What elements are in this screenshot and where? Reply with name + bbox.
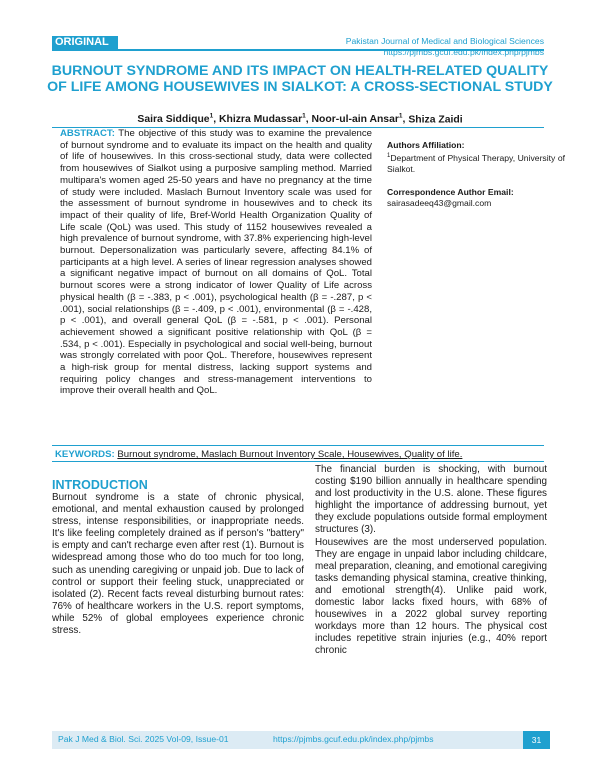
footer-url[interactable]: https://pjmbs.gcuf.edu.pk/index.php/pjmbs xyxy=(273,734,434,744)
correspondence-email[interactable]: sairasadeeq43@gmail.com xyxy=(387,197,492,208)
author: Saira Siddique$^1$, xyxy=(137,113,219,126)
keywords-text: Burnout syndrome, Maslach Burnout Inventory Scale, Housewives, Quality of life. xyxy=(117,449,463,460)
author-affiliation xyxy=(387,140,565,209)
journal-url[interactable]: https://pjmbs.gcuf.edu.pk/index.php/pjmbs xyxy=(383,47,544,57)
keywords-rule xyxy=(52,445,544,446)
article-title: BURNOUT SYNDROME AND ITS IMPACT ON HEALTH-RELATED QUALITY OF LIFE AMONG HOUSEWIVES IN SIALKOT: A CROSS-SECTIONAL STUDY xyxy=(47,63,553,95)
article-type-badge: ORIGINAL xyxy=(52,36,118,49)
abstract-text: The objective of this study was to examine the prevalence of burnout syndrome and to evaluate its impact on the health and quality of life of housewives. In this cross-sectional study, data were collected from housewives of Sialkot using a purposive sampling method. Married multipara's women aged 25-50 years and have no pregnancy at the time of study were included. Maslach Burnout Inventory scale was used for the assessment of burnout syndrome in housewives and to check its impact of their quality of life, Bref-World Health Organization Quality of Life scale (QoL) was used. This study of 1152 housewives revealed a high prevalence of burnout syndrome, with 37.8% experiencing high-level burnout. Depersonalization was particularly severe, affecting 84.1% of participants at a high level. A series of linear regression analyses showed a significant negative impact of burnout on all domains of QoL. Total burnout scores were a strong indicator of lower Quality of Life across physical health (β = -.383, p < .001), psychological health (β = -.287, p < .001), social relationships (β = -.409, p < .001), environmental (β = -.428, p < .001), and overall general QoL (β = -.581, p < .001). Personal achievement showed a significant positive relationship with QoL (β = .534, p < .001). Especially in psychological and social well-being, burnout was strongly correlated with poor QoL. Therefore, housewives represent a high-risk group for mental distress, lacking support systems and requiring policy changes and stress-management interventions to improve their overall health and QoL. xyxy=(60,128,372,397)
paragraph: Housewives are the most underserved population. They are engage in unpaid labor including childcare, meal preparation, cleaning, and emotional caregiving tasks demanding physical stamina, creative thinking, and emotional strength(4). Unlike paid work, domestic labor lacks fixed hours, with 68% of housewives in a 2022 global survey reporting workdays more than 12 hours. The physical cost includes repetitive strain injuries (e.g., 40% report chronic xyxy=(315,536,547,657)
affiliation-heading: Authors Affiliation: xyxy=(387,140,465,150)
body-column-right xyxy=(315,464,547,658)
body-column-left xyxy=(52,492,304,637)
author: Shiza Zaidi xyxy=(408,114,463,126)
abstract-label: ABSTRACT: xyxy=(60,128,115,139)
journal-header xyxy=(346,36,544,58)
abstract xyxy=(60,128,372,397)
section-heading-introduction: INTRODUCTION xyxy=(52,478,148,492)
author-list xyxy=(60,113,540,125)
footer-citation: Pak J Med & Biol. Sci. 2025 Vol-09, Issue-01 xyxy=(58,734,229,744)
page-number: 31 xyxy=(523,731,550,749)
paragraph: The financial burden is shocking, with burnout costing $190 billion annually in healthcare spending and lost productivity in the U.S. alone. These figures highlight the importance of addressing burnout, yet they exclude populations outside formal employment structures (3). xyxy=(315,464,547,536)
author: Khizra Mudassar$^1$, xyxy=(218,113,312,126)
keywords xyxy=(55,449,555,460)
affiliation-text: $^1$Department of Physical Therapy, University of Sialkot. xyxy=(387,152,565,174)
keywords-label: KEYWORDS: xyxy=(55,449,115,460)
author: Noor-ul-ain Ansar$^1$, xyxy=(311,113,409,126)
paragraph: Burnout syndrome is a state of chronic physical, emotional, and mental exhaustion caused by prolonged stress, intense responsibilities, or inappropriate needs. It's like feeling completely drained as if person's "battery" is empty and can't recharge even after rest (1). Burnout is widespread among those who do too much for too long, such as unending caregiving or unpaid job. Due to lack of control or support their feeling stuck, unappreciated or isolated (2). Recent facts reveal disturbing burnout rates: 76% of healthcare workers in the U.S. report symptoms, while 52% of global employees experience chronic stress. xyxy=(52,492,304,637)
keywords-rule-bottom xyxy=(52,461,544,462)
email-heading: Correspondence Author Email: xyxy=(387,186,514,197)
journal-name: Pakistan Journal of Medical and Biological Sciences xyxy=(345,36,544,46)
